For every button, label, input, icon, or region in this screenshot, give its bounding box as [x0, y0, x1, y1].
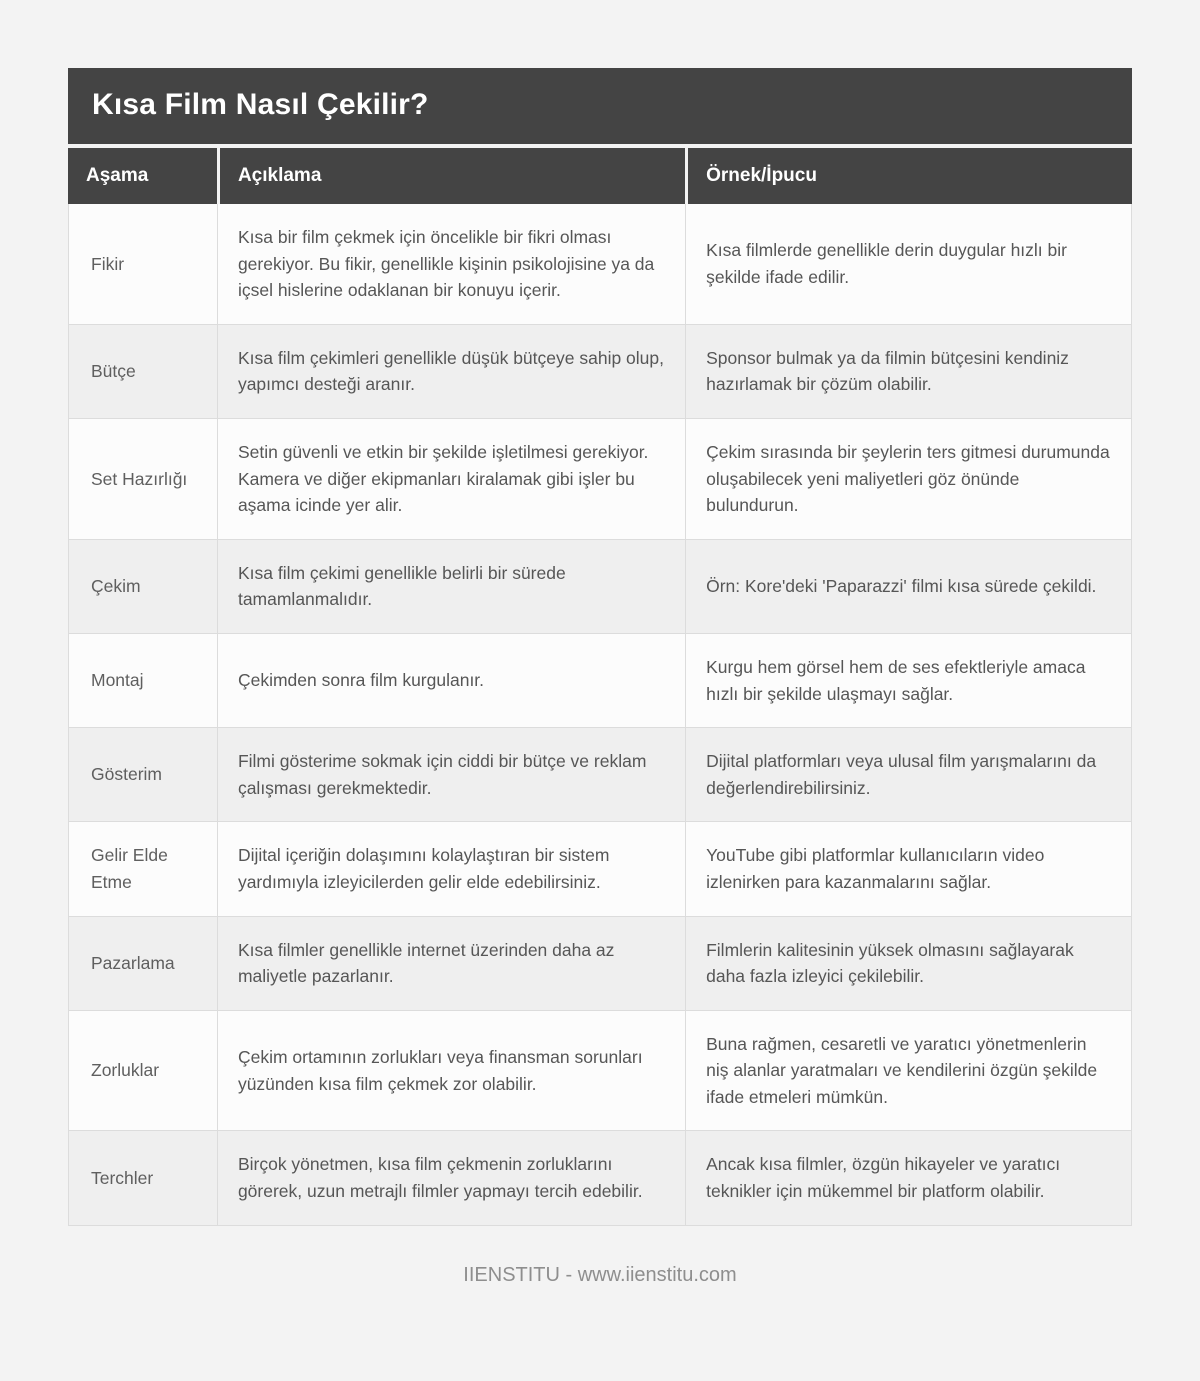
table-row [68, 634, 1132, 728]
table-row [68, 540, 1132, 634]
short-film-table [68, 148, 1132, 1226]
description-cell: Kısa filmler genellikle internet üzerinden daha az maliyetle pazarlanır. [217, 917, 685, 1011]
table-row [68, 728, 1132, 822]
table-row [68, 1011, 1132, 1132]
table-row [68, 917, 1132, 1011]
stage-cell: Terchler [68, 1131, 217, 1225]
description-cell: Dijital içeriğin dolaşımını kolaylaştıran bir sistem yardımıyla izleyicilerden gelir elde edebilirsiniz. [217, 822, 685, 916]
table-header-row [68, 148, 1132, 204]
example-tip-cell: Sponsor bulmak ya da filmin bütçesini kendiniz hazırlamak bir çözüm olabilir. [685, 325, 1132, 419]
stage-cell: Gösterim [68, 728, 217, 822]
example-tip-cell: Kısa filmlerde genellikle derin duygular hızlı bir şekilde ifade edilir. [685, 204, 1132, 325]
stage-cell: Zorluklar [68, 1011, 217, 1132]
description-cell: Kısa film çekimleri genellikle düşük bütçeye sahip olup, yapımcı desteği aranır. [217, 325, 685, 419]
table-body [68, 204, 1132, 1226]
description-cell: Çekim ortamının zorlukları veya finansman sorunları yüzünden kısa film çekmek zor olabilir. [217, 1011, 685, 1132]
table-row [68, 325, 1132, 419]
stage-cell: Pazarlama [68, 917, 217, 1011]
table-row [68, 204, 1132, 325]
table-card [68, 68, 1132, 1226]
example-tip-cell: YouTube gibi platformlar kullanıcıların video izlenirken para kazanmalarını sağlar. [685, 822, 1132, 916]
column-header-asama: Aşama [68, 148, 217, 204]
description-cell: Setin güvenli ve etkin bir şekilde işletilmesi gerekiyor. Kamera ve diğer ekipmanları kiralamak gibi işler bu aşama icinde yer alir. [217, 419, 685, 540]
column-header-aciklama: Açıklama [217, 148, 685, 204]
table-row [68, 419, 1132, 540]
stage-cell: Set Hazırlığı [68, 419, 217, 540]
stage-cell: Bütçe [68, 325, 217, 419]
stage-cell: Çekim [68, 540, 217, 634]
example-tip-cell: Dijital platformları veya ulusal film yarışmalarını da değerlendirebilirsiniz. [685, 728, 1132, 822]
example-tip-cell: Ancak kısa filmler, özgün hikayeler ve yaratıcı teknikler için mükemmel bir platform olabilir. [685, 1131, 1132, 1225]
stage-cell: Gelir Elde Etme [68, 822, 217, 916]
example-tip-cell: Çekim sırasında bir şeylerin ters gitmesi durumunda oluşabilecek yeni maliyetleri göz önünde bulundurun. [685, 419, 1132, 540]
example-tip-cell: Buna rağmen, cesaretli ve yaratıcı yönetmenlerin niş alanlar yaratmaları ve kendilerini özgün şekilde ifade etmeleri mümkün. [685, 1011, 1132, 1132]
table-row [68, 822, 1132, 916]
example-tip-cell: Filmlerin kalitesinin yüksek olmasını sağlayarak daha fazla izleyici çekilebilir. [685, 917, 1132, 1011]
column-header-ornek-ipucu: Örnek/İpucu [685, 148, 1132, 204]
page-title: Kısa Film Nasıl Çekilir? [68, 68, 1132, 144]
description-cell: Birçok yönetmen, kısa film çekmenin zorluklarını görerek, uzun metrajlı filmler yapmayı tercih edebilir. [217, 1131, 685, 1225]
footer-credit: IIENSTITU - www.iienstitu.com [463, 1263, 737, 1286]
stage-cell: Fikir [68, 204, 217, 325]
stage-cell: Montaj [68, 634, 217, 728]
example-tip-cell: Kurgu hem görsel hem de ses efektleriyle amaca hızlı bir şekilde ulaşmayı sağlar. [685, 634, 1132, 728]
description-cell: Kısa bir film çekmek için öncelikle bir fikri olması gerekiyor. Bu fikir, genellikle kişinin psikolojisine ya da içsel hislerine odaklanan bir konuyu içerir. [217, 204, 685, 325]
example-tip-cell: Örn: Kore'deki 'Paparazzi' filmi kısa sürede çekildi. [685, 540, 1132, 634]
description-cell: Filmi gösterime sokmak için ciddi bir bütçe ve reklam çalışması gerekmektedir. [217, 728, 685, 822]
description-cell: Çekimden sonra film kurgulanır. [217, 634, 685, 728]
table-row [68, 1131, 1132, 1225]
description-cell: Kısa film çekimi genellikle belirli bir sürede tamamlanmalıdır. [217, 540, 685, 634]
